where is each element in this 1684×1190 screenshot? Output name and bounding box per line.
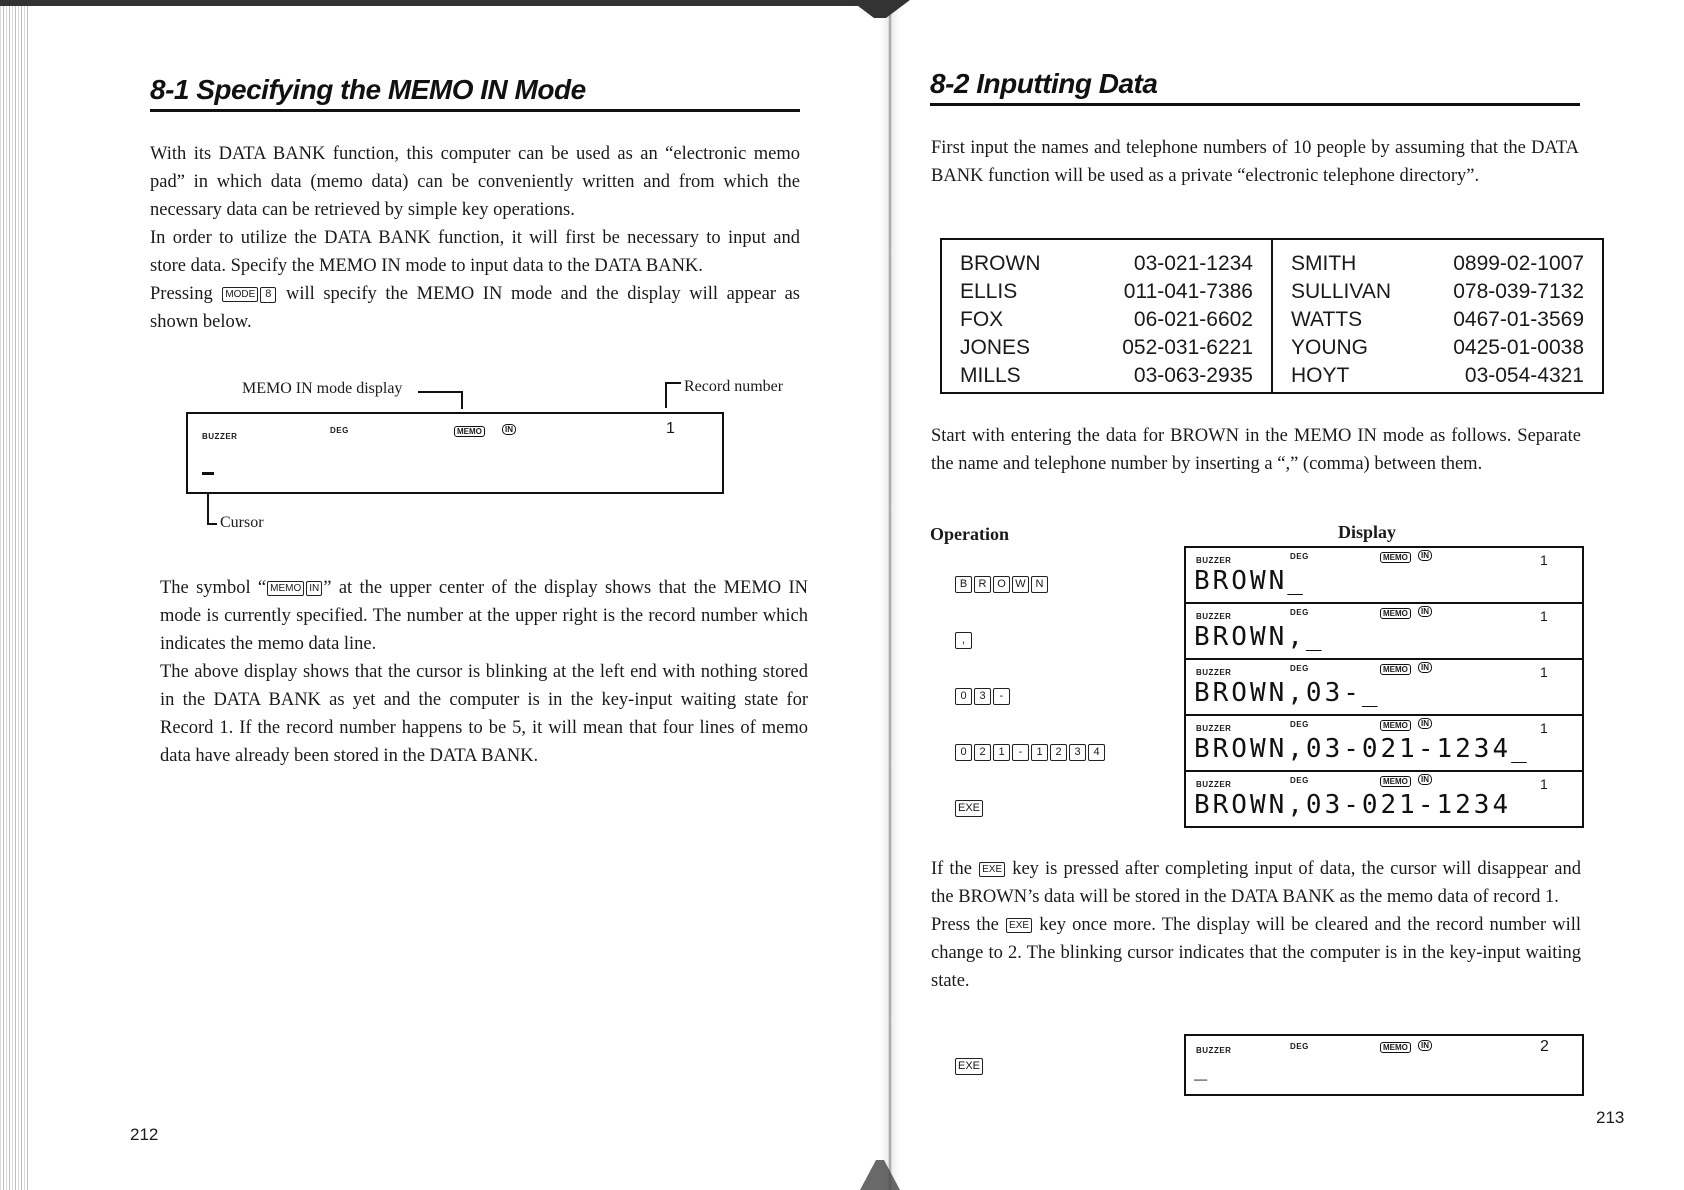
- directory-phone: 0899-02-1007: [1453, 252, 1584, 275]
- display-line: BROWN,03-021-1234: [1194, 790, 1512, 820]
- after-text-1: [931, 855, 1581, 911]
- record-number-value: 2: [1540, 1038, 1549, 1055]
- exe-key-icon-2: EXE: [1006, 918, 1032, 933]
- step-lcd-display: [1184, 714, 1584, 772]
- mode-display-leader-line: [418, 391, 462, 393]
- operation-header: Operation: [930, 524, 1009, 544]
- pressing-text: Pressing: [150, 284, 213, 304]
- key-icon: B: [955, 576, 972, 593]
- in-indicator: IN: [1418, 550, 1432, 561]
- record-number-value: 1: [1540, 552, 1548, 568]
- step-keys: [954, 800, 984, 818]
- in-indicator: IN: [1418, 774, 1432, 785]
- directory-phone: 078-039-7132: [1453, 280, 1584, 303]
- directory-name: YOUNG: [1291, 336, 1369, 359]
- buzzer-indicator: BUZZER: [202, 432, 238, 441]
- display-line: _: [1194, 1056, 1211, 1081]
- directory-name: JONES: [960, 336, 1031, 359]
- symbol-text-after: ” at the upper center of the display shows that the MEMO IN mode is currently specified. The number at the upper right is the record number which indicates the memo data line.: [160, 578, 809, 654]
- buzzer-indicator: BUZZER: [1196, 724, 1232, 733]
- display-line: BROWN,03-_: [1194, 678, 1381, 708]
- directory-row: [960, 334, 1253, 362]
- section-title-8-1: [150, 74, 800, 112]
- directory-name: MILLS: [960, 364, 1021, 387]
- buzzer-indicator: BUZZER: [1196, 780, 1232, 789]
- directory-row: [1291, 250, 1584, 278]
- paragraph-3: [150, 280, 800, 336]
- buzzer-indicator: BUZZER: [1196, 612, 1232, 621]
- page-title: 8-1 Specifying the MEMO IN Mode: [150, 74, 586, 105]
- directory-row: [960, 250, 1253, 278]
- key-icon: W: [1012, 576, 1029, 593]
- cursor-arrow: [207, 494, 209, 524]
- step-keys: [954, 576, 1049, 594]
- after-paragraph: [931, 855, 1581, 995]
- key-icon: 1: [1031, 744, 1048, 761]
- in-symbol-icon: IN: [306, 581, 322, 596]
- deg-indicator: DEG: [330, 426, 349, 435]
- cursor-leader-line: [207, 523, 217, 525]
- key-icon: 1: [993, 744, 1010, 761]
- record-number-value: 1: [1540, 608, 1548, 624]
- directory-column-right: [1271, 240, 1602, 392]
- cursor-marker: [202, 472, 214, 475]
- key-icon: -: [993, 688, 1010, 705]
- instructions-paragraph: [931, 422, 1581, 478]
- paragraph-symbol: [160, 574, 808, 658]
- key-icon: 2: [974, 744, 991, 761]
- buzzer-indicator: BUZZER: [1196, 556, 1232, 565]
- deg-indicator: DEG: [1290, 776, 1309, 785]
- buzzer-indicator: BUZZER: [1196, 1046, 1232, 1055]
- paragraph-1: With its DATA BANK function, this computer can be used as an “electronic memo pad” in which data (memo data) can be conveniently written and from which the necessary data can be retrieved by simple key operations.: [150, 144, 800, 220]
- directory-phone: 011-041-7386: [1123, 280, 1253, 303]
- after-text-2a: Press the: [931, 915, 999, 935]
- deg-indicator: DEG: [1290, 552, 1309, 561]
- directory-phone: 03-063-2935: [1133, 364, 1253, 387]
- deg-indicator: DEG: [1290, 1042, 1309, 1051]
- directory-column-left: [942, 240, 1271, 392]
- key-icon: EXE: [955, 800, 983, 817]
- directory-row: [1291, 362, 1584, 390]
- directory-name: ELLIS: [960, 280, 1018, 303]
- in-indicator: IN: [1418, 606, 1432, 617]
- directory-phone: 06-021-6602: [1133, 308, 1253, 331]
- mode-display-arrow: [461, 391, 463, 409]
- right-page: [900, 0, 1684, 1190]
- key-icon: 0: [955, 688, 972, 705]
- step-keys: [954, 744, 1106, 762]
- after-text-1b: key is pressed after completing input of data, the cursor will disappear and the BROWN’s data will be stored in the DATA BANK as the memo data of record 1.: [931, 859, 1582, 907]
- display-line: BROWN_: [1194, 566, 1306, 596]
- directory-phone: 03-021-1234: [1133, 252, 1253, 275]
- step-keys: [954, 632, 973, 650]
- paragraph-2: In order to utilize the DATA BANK function, it will first be necessary to input and store data. Specify the MEMO IN mode to input data to the DATA BANK.: [150, 228, 800, 276]
- directory-row: [960, 306, 1253, 334]
- final-lcd-display: [1184, 1034, 1584, 1096]
- buzzer-indicator: BUZZER: [1196, 668, 1232, 677]
- directory-row: [1291, 334, 1584, 362]
- section-title-8-2: [930, 68, 1580, 106]
- memo-indicator: MEMO: [1380, 1042, 1411, 1053]
- display-header: Display: [1338, 522, 1397, 542]
- after-text-2: [931, 911, 1581, 995]
- record-number-value: 1: [1540, 720, 1548, 736]
- key-icon: 3: [974, 688, 991, 705]
- directory-name: HOYT: [1291, 364, 1350, 387]
- directory-phone: 03-054-4321: [1464, 364, 1584, 387]
- key-icon: 3: [1069, 744, 1086, 761]
- in-indicator: IN: [1418, 662, 1432, 673]
- symbol-paragraph: [160, 574, 808, 770]
- record-number-value: 1: [1540, 776, 1548, 792]
- label-mode-display: MEMO IN mode display: [242, 380, 403, 397]
- step-lcd-display: [1184, 658, 1584, 716]
- record-number-leader-line: [665, 382, 681, 384]
- record-number-value: 1: [1540, 664, 1548, 680]
- in-indicator: IN: [1418, 1040, 1432, 1051]
- display-line: BROWN,03-021-1234_: [1194, 734, 1530, 764]
- label-cursor: Cursor: [220, 514, 264, 531]
- in-indicator: IN: [1418, 718, 1432, 729]
- page-title-right: 8-2 Inputting Data: [930, 68, 1158, 99]
- directory-row: [1291, 278, 1584, 306]
- key-icon: 0: [955, 744, 972, 761]
- exe-key-icon: EXE: [979, 862, 1005, 877]
- directory-row: [1291, 306, 1584, 334]
- deg-indicator: DEG: [1290, 664, 1309, 673]
- directory-name: SULLIVAN: [1291, 280, 1391, 303]
- final-exe-key-icon: EXE: [955, 1058, 983, 1075]
- directory-phone: 052-031-6221: [1122, 336, 1253, 359]
- display-line: BROWN,_: [1194, 622, 1325, 652]
- key-icon: 2: [1050, 744, 1067, 761]
- memo-indicator: MEMO: [1380, 664, 1411, 675]
- memo-indicator: MEMO: [454, 426, 485, 437]
- after-text-1a: If the: [931, 859, 973, 879]
- key-icon: O: [993, 576, 1010, 593]
- record-number-value: 1: [666, 420, 675, 437]
- after-text-2b: key once more. The display will be cleared and the record number will change to 2. The blinking cursor indicates that the computer is in the key-input waiting state.: [931, 915, 1582, 991]
- step-lcd-display: [1184, 602, 1584, 660]
- intro-paragraph-right: [931, 134, 1579, 190]
- page-number-right: 213: [1596, 1108, 1625, 1127]
- directory-name: BROWN: [960, 252, 1041, 275]
- eight-key-icon: 8: [260, 287, 276, 303]
- mode-key-icon: MODE: [222, 287, 258, 302]
- directory-phone: 0467-01-3569: [1453, 308, 1584, 331]
- final-step-keys: [954, 1058, 984, 1076]
- key-icon: N: [1031, 576, 1048, 593]
- directory-name: FOX: [960, 308, 1004, 331]
- intro-text: First input the names and telephone numbers of 10 people by assuming that the DATA BANK function will be used as a private “electronic telephone directory”.: [931, 138, 1579, 186]
- in-indicator: IN: [502, 424, 516, 435]
- memo-indicator: MEMO: [1380, 608, 1411, 619]
- memo-in-lcd-display: [186, 412, 724, 494]
- memo-indicator: MEMO: [1380, 720, 1411, 731]
- page-number-left: 212: [130, 1125, 159, 1144]
- key-icon: -: [1012, 744, 1029, 761]
- memo-indicator: MEMO: [1380, 776, 1411, 787]
- directory-phone: 0425-01-0038: [1453, 336, 1584, 359]
- key-icon: ,: [955, 632, 972, 649]
- intro-paragraph: [150, 140, 800, 336]
- directory-name: SMITH: [1291, 252, 1357, 275]
- directory-row: [960, 362, 1253, 390]
- memo-indicator: MEMO: [1380, 552, 1411, 563]
- symbol-text-before: The symbol “: [160, 578, 267, 598]
- step-lcd-display: [1184, 546, 1584, 604]
- telephone-directory-table: [940, 238, 1604, 394]
- record-number-arrow: [665, 382, 667, 408]
- step-keys: [954, 688, 1011, 706]
- deg-indicator: DEG: [1290, 608, 1309, 617]
- label-record-number: Record number: [684, 378, 784, 395]
- directory-name: WATTS: [1291, 308, 1363, 331]
- instructions-text: Start with entering the data for BROWN in the MEMO IN mode as follows. Separate the name and telephone number by inserting a “,” (comma) between them.: [931, 426, 1581, 474]
- deg-indicator: DEG: [1290, 720, 1309, 729]
- key-icon: 4: [1088, 744, 1105, 761]
- paragraph-cursor-state: The above display shows that the cursor is blinking at the left end with nothing stored in the DATA BANK as yet and the computer is in the key-input waiting state for Record 1. If the record number happens to be 5, it will mean that four lines of memo data have already been stored in the DATA BANK.: [160, 662, 808, 766]
- step-lcd-display: [1184, 770, 1584, 828]
- directory-row: [960, 278, 1253, 306]
- memo-symbol-icon: MEMO: [267, 581, 304, 596]
- key-icon: R: [974, 576, 991, 593]
- pressing-rest-text: will specify the MEMO IN mode and the display will appear as shown below.: [150, 284, 800, 332]
